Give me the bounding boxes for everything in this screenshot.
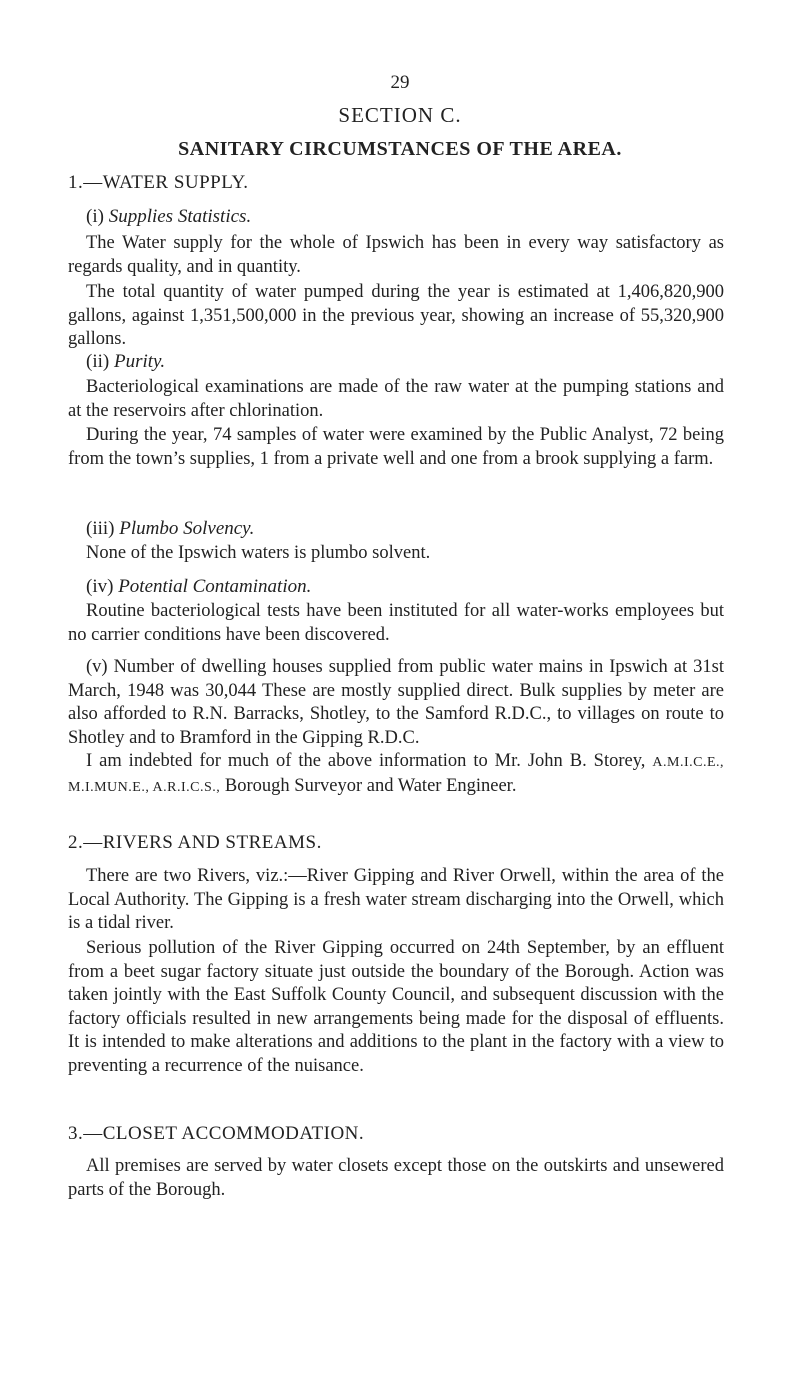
subheading-title: Purity. — [113, 351, 166, 372]
subheading-title: Supplies Statistics. — [108, 206, 252, 227]
rivers-heading: 2.—RIVERS AND STREAMS. — [68, 832, 322, 853]
acknowledgement-role: Borough Surveyor and Water Engineer. — [224, 775, 517, 796]
supplies-paragraph-1: The Water supply for the whole of Ipswich has been in every way satisfactory as regards quality, and in quantity. — [68, 233, 724, 277]
plumbo-solvency-paragraph: None of the Ipswich waters is plumbo solvent. — [86, 543, 431, 563]
qualifications: A.M.I.C.E., M.I.MUN.E., A.R.I.C.S., — [68, 755, 725, 795]
rivers-paragraph-1: There are two Rivers, viz.:—River Gipping and River Orwell, within the area of the Local Authority. The Gipping is a fresh water stream discharging into the Orwell, which is a tidal river. — [68, 866, 724, 934]
dwelling-houses-paragraph: (v) Number of dwelling houses supplied from public water mains in Ipswich at 31st March, 1948 was 30,044 These are mostly supplied direct. Bulk supplies by meter are also afforded to R.N. Barracks, Shotley, to the Samford R.D.C., to villages on route to Shotley and to Bramford in the Gipping R.D.C. — [68, 657, 724, 748]
acknowledgement-text: I am indebted for much of the above information to Mr. John B. Storey, — [86, 751, 646, 771]
potential-contamination-subheading — [86, 576, 311, 598]
purity-subheading — [86, 351, 165, 373]
purity-paragraph-1: Bacteriological examinations are made of the raw water at the pumping stations and at the reservoirs after chlorination. — [68, 377, 724, 421]
closets-paragraph: All premises are served by water closets except those on the outskirts and unsewered parts of the Borough. — [68, 1156, 724, 1200]
water-supply-heading: 1.—WATER SUPPLY. — [68, 172, 249, 193]
rivers-paragraph-2: Serious pollution of the River Gipping occurred on 24th September, by an effluent from a beet sugar factory situate just outside the boundary of the Borough. Action was taken jointly with the East Suffolk County Council, and subsequent discussion with the factory officials resulted in new arrangements being made for the disposal of effluents. It is intended to make alterations and additions to the plant in the factory with a view to preventing a recurrence of the nuisance. — [68, 938, 724, 1076]
supplies-statistics-subheading — [86, 206, 251, 228]
page-number: 29 — [390, 72, 410, 93]
closet-accommodation-heading: 3.—CLOSET ACCOMMODATION. — [68, 1123, 365, 1144]
supplies-paragraph-2: The total quantity of water pumped during the year is estimated at 1,406,820,900 gallons, against 1,351,500,000 in the previous year, showing an increase of 55,320,900 gallons. — [68, 282, 724, 350]
subheading-title: Plumbo Solvency. — [119, 518, 255, 539]
subheading-number: (iii) — [86, 518, 115, 539]
subheading-number: (i) — [86, 206, 104, 227]
subheading-number: (iv) — [86, 576, 114, 597]
acknowledgement-paragraph — [68, 750, 724, 799]
page-title: SANITARY CIRCUMSTANCES OF THE AREA. — [178, 138, 622, 160]
potential-contamination-paragraph: Routine bacteriological tests have been instituted for all water-works employees but no carrier conditions have been discovered. — [68, 601, 724, 645]
purity-paragraph-2: During the year, 74 samples of water were examined by the Public Analyst, 72 being from the town’s supplies, 1 from a private well and one from a brook supplying a farm. — [68, 425, 724, 469]
section-label: SECTION C. — [338, 103, 462, 127]
plumbo-solvency-subheading — [86, 518, 254, 540]
subheading-title: Potential Contamination. — [118, 576, 312, 597]
subheading-number: (ii) — [86, 351, 110, 372]
